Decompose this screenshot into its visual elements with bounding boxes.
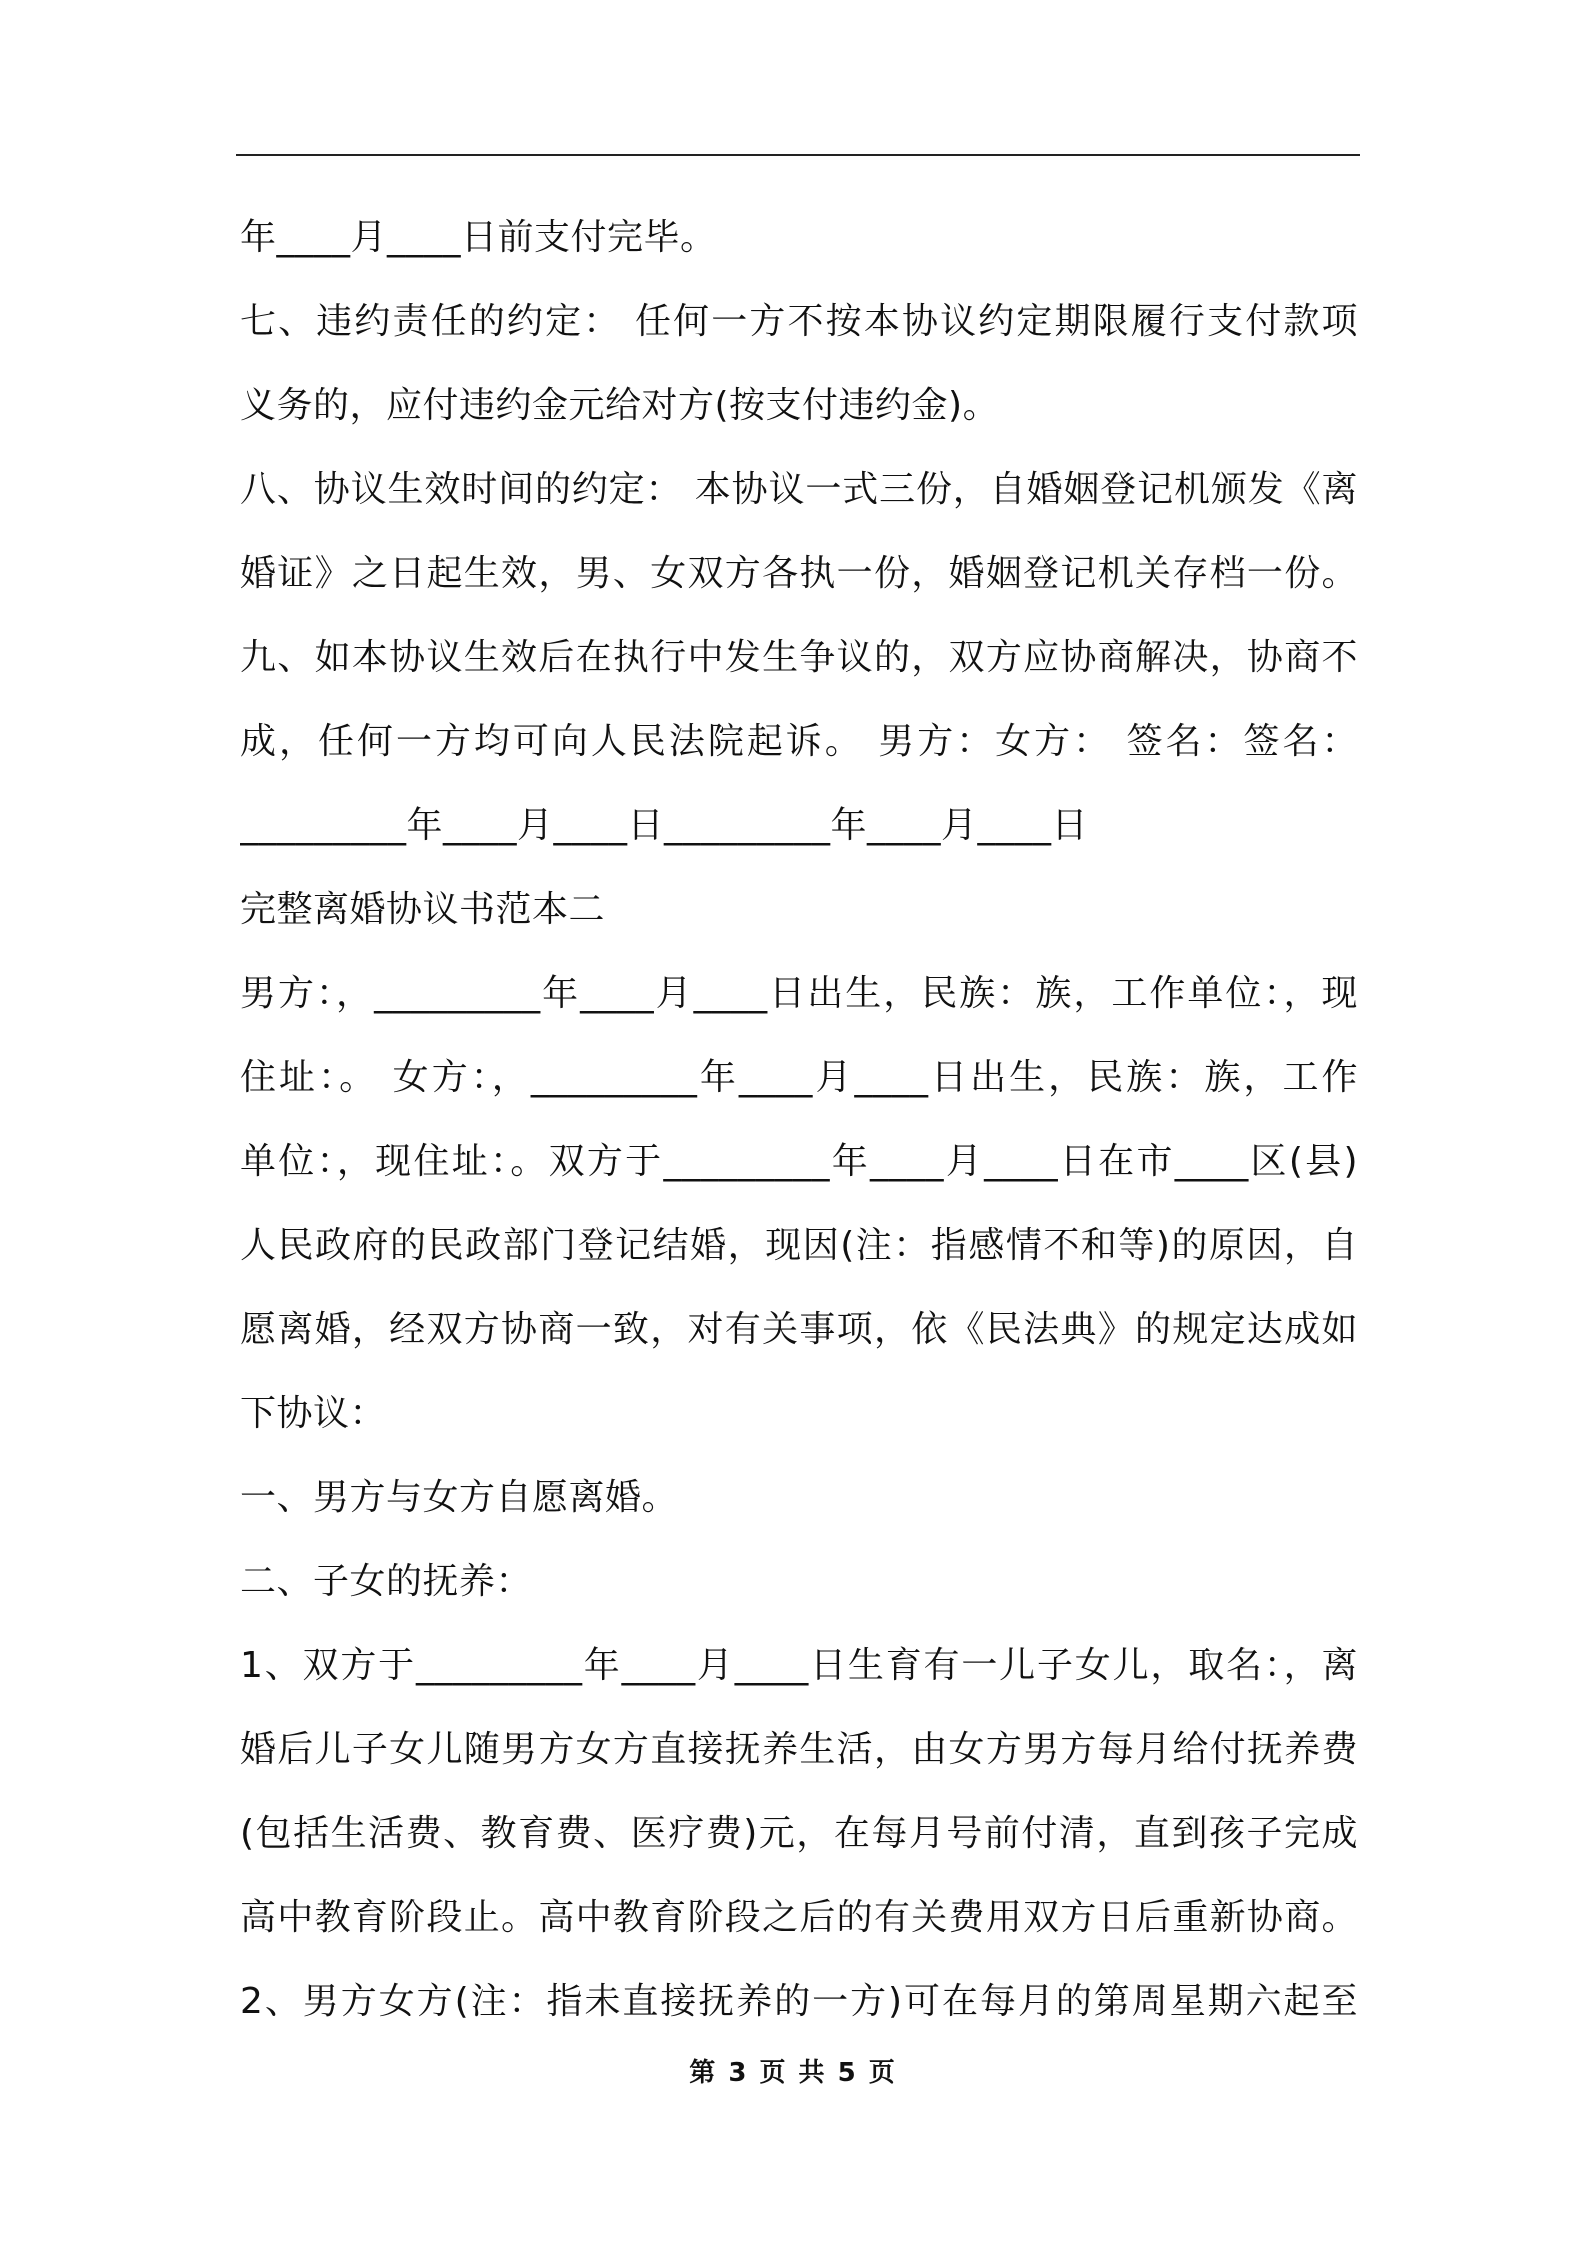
text-line: 一、男方与女方自愿离婚。 (240, 1477, 679, 1518)
header-rule (236, 154, 1360, 156)
page-number: 第 3 页 共 5 页 (689, 2058, 897, 2088)
text-line: 下协议： (240, 1393, 387, 1434)
text-line: 义务的，应付违约金元给对方(按支付违约金)。 (240, 385, 1000, 426)
text-line: 年____月____日前支付完毕。 (240, 217, 717, 258)
text-line: 二、子女的抚养： (240, 1561, 533, 1602)
text-line: _________年____月____日_________年____月____日 (240, 805, 1088, 846)
document-body (240, 196, 1358, 2044)
text-line: 愿离婚，经双方协商一致，对有关事项，依《民法典》的规定达成如 (240, 1309, 1358, 1350)
text-line: 2、男方女方(注：指未直接抚养的一方)可在每月的第周星期六起至 (240, 1981, 1358, 2022)
text-line: 男方：，_________年____月____日出生，民族：族，工作单位：，现 (240, 973, 1358, 1014)
text-line: 高中教育阶段止。高中教育阶段之后的有关费用双方日后重新协商。 (240, 1897, 1358, 1938)
text-line: 婚证》之日起生效，男、女双方各执一份，婚姻登记机关存档一份。 (240, 553, 1358, 594)
text-line: (包括生活费、教育费、医疗费)元，在每月号前付清，直到孩子完成 (240, 1813, 1358, 1854)
section-heading: 完整离婚协议书范本二 (240, 889, 606, 930)
text-line: 单位：，现住址：。双方于_________年____月____日在市____区(县) (240, 1141, 1358, 1182)
text-line: 成，任何一方均可向人民法院起诉。 男方：女方： 签名：签名： (240, 721, 1358, 762)
text-line: 1、双方于_________年____月____日生育有一儿子女儿，取名：，离 (240, 1645, 1358, 1686)
text-line: 八、协议生效时间的约定： 本协议一式三份，自婚姻登记机颁发《离 (240, 469, 1358, 510)
text-line: 九、如本协议生效后在执行中发生争议的，双方应协商解决，协商不 (240, 637, 1358, 678)
text-line: 人民政府的民政部门登记结婚，现因(注：指感情不和等)的原因，自 (240, 1225, 1358, 1266)
text-line: 婚后儿子女儿随男方女方直接抚养生活，由女方男方每月给付抚养费 (240, 1729, 1358, 1770)
text-line: 七、违约责任的约定： 任何一方不按本协议约定期限履行支付款项 (240, 301, 1358, 342)
text-line: 住址：。 女方：，_________年____月____日出生，民族：族，工作 (240, 1057, 1358, 1098)
